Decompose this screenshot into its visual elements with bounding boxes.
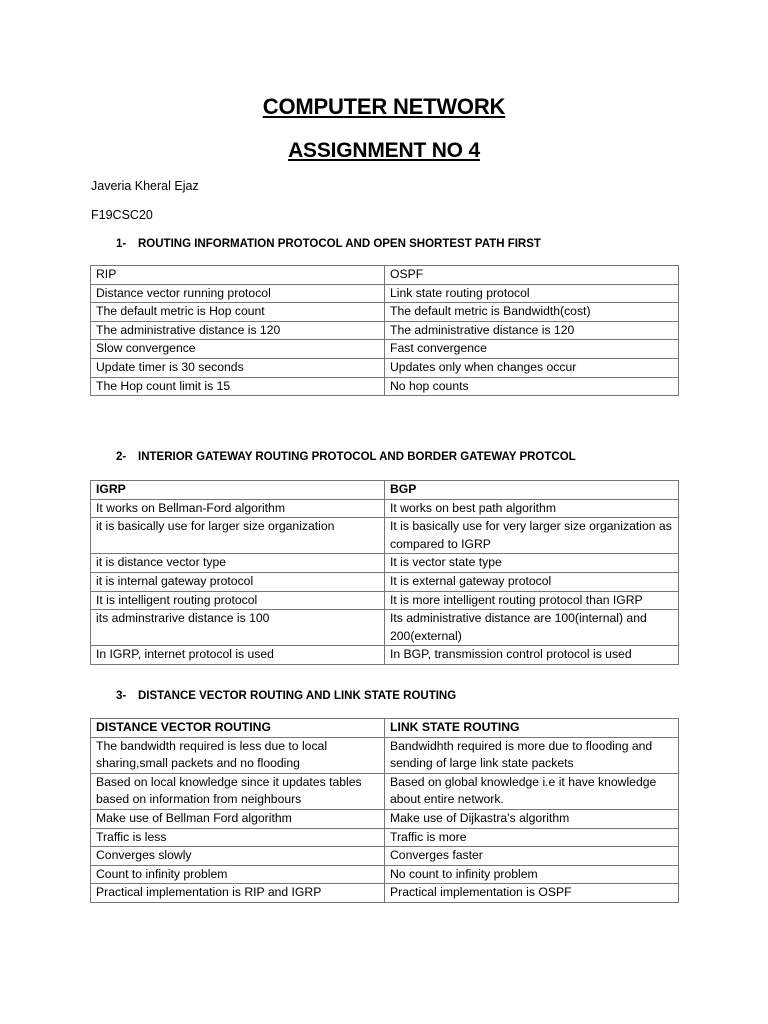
table-cell: Based on local knowledge since it updates tables based on information from neighbours bbox=[91, 773, 385, 809]
table-row bbox=[91, 303, 679, 322]
table-cell: it is internal gateway protocol bbox=[91, 572, 385, 591]
table-row bbox=[91, 554, 679, 573]
section-number: 2- bbox=[116, 451, 127, 463]
table-cell: Converges slowly bbox=[91, 847, 385, 866]
table-cell: It works on best path algorithm bbox=[385, 499, 679, 518]
table-cell: Distance vector running protocol bbox=[91, 284, 385, 303]
table-header-row bbox=[91, 266, 679, 285]
table-row bbox=[91, 321, 679, 340]
table-header-row bbox=[91, 719, 679, 738]
section-number: 3- bbox=[116, 690, 127, 702]
table-cell: Update timer is 30 seconds bbox=[91, 358, 385, 377]
table-cell: it is distance vector type bbox=[91, 554, 385, 573]
table-cell: its adminstrarive distance is 100 bbox=[91, 610, 385, 646]
table-header-cell: OSPF bbox=[385, 266, 679, 285]
table-row bbox=[91, 828, 679, 847]
section-title: DISTANCE VECTOR ROUTING AND LINK STATE ROUTING bbox=[138, 690, 457, 702]
section-heading bbox=[116, 451, 576, 463]
table-cell: The default metric is Bandwidth(cost) bbox=[385, 303, 679, 322]
table-cell: It is vector state type bbox=[385, 554, 679, 573]
table-header-cell: BGP bbox=[385, 481, 679, 500]
table-row bbox=[91, 572, 679, 591]
table-cell: Its administrative distance are 100(internal) and 200(external) bbox=[385, 610, 679, 646]
table-header-cell: IGRP bbox=[91, 481, 385, 500]
table-cell: No hop counts bbox=[385, 377, 679, 396]
section-title: ROUTING INFORMATION PROTOCOL AND OPEN SHORTEST PATH FIRST bbox=[138, 238, 541, 250]
table-cell: No count to infinity problem bbox=[385, 865, 679, 884]
table-cell: Make use of Dijkastra’s algorithm bbox=[385, 809, 679, 828]
table-row bbox=[91, 737, 679, 773]
table-header-row bbox=[91, 481, 679, 500]
table-cell: Fast convergence bbox=[385, 340, 679, 359]
table-cell: Converges faster bbox=[385, 847, 679, 866]
table-cell: Traffic is less bbox=[91, 828, 385, 847]
table-row bbox=[91, 646, 679, 665]
table-cell: it is basically use for larger size organization bbox=[91, 518, 385, 554]
table-cell: Based on global knowledge i.e it have knowledge about entire network. bbox=[385, 773, 679, 809]
table-row bbox=[91, 773, 679, 809]
registration-number: F19CSC20 bbox=[91, 208, 153, 222]
table-cell: Slow convergence bbox=[91, 340, 385, 359]
table-row bbox=[91, 377, 679, 396]
table-cell: Make use of Bellman Ford algorithm bbox=[91, 809, 385, 828]
table-row bbox=[91, 518, 679, 554]
table-cell: Updates only when changes occur bbox=[385, 358, 679, 377]
table-cell: Link state routing protocol bbox=[385, 284, 679, 303]
table-cell: Practical implementation is OSPF bbox=[385, 884, 679, 903]
table-header-cell: RIP bbox=[91, 266, 385, 285]
table-row bbox=[91, 591, 679, 610]
table-cell: It is basically use for very larger size organization as compared to IGRP bbox=[385, 518, 679, 554]
section-heading bbox=[116, 690, 456, 702]
table-cell: The Hop count limit is 15 bbox=[91, 377, 385, 396]
table-cell: Practical implementation is RIP and IGRP bbox=[91, 884, 385, 903]
table-row bbox=[91, 340, 679, 359]
table-cell: The default metric is Hop count bbox=[91, 303, 385, 322]
table-cell: Count to infinity problem bbox=[91, 865, 385, 884]
table-row bbox=[91, 610, 679, 646]
section-title: INTERIOR GATEWAY ROUTING PROTOCOL AND BORDER GATEWAY PROTCOL bbox=[138, 451, 576, 463]
table-cell: In IGRP, internet protocol is used bbox=[91, 646, 385, 665]
section-heading bbox=[116, 238, 541, 250]
comparison-table-igrp-bgp bbox=[90, 480, 679, 665]
comparison-table-rip-ospf bbox=[90, 265, 679, 396]
document-title: COMPUTER NETWORK bbox=[262, 94, 506, 119]
table-row bbox=[91, 809, 679, 828]
table-cell: Traffic is more bbox=[385, 828, 679, 847]
table-cell: It is more intelligent routing protocol than IGRP bbox=[385, 591, 679, 610]
table-row bbox=[91, 884, 679, 903]
table-cell: In BGP, transmission control protocol is used bbox=[385, 646, 679, 665]
table-cell: It is intelligent routing protocol bbox=[91, 591, 385, 610]
table-cell: It is external gateway protocol bbox=[385, 572, 679, 591]
table-row bbox=[91, 284, 679, 303]
table-row bbox=[91, 499, 679, 518]
table-cell: It works on Bellman-Ford algorithm bbox=[91, 499, 385, 518]
table-cell: The bandwidth required is less due to local sharing,small packets and no flooding bbox=[91, 737, 385, 773]
table-header-cell: DISTANCE VECTOR ROUTING bbox=[91, 719, 385, 738]
table-cell: The administrative distance is 120 bbox=[385, 321, 679, 340]
document-subtitle: ASSIGNMENT NO 4 bbox=[288, 139, 480, 162]
table-cell: Bandwidhth required is more due to flooding and sending of large link state packets bbox=[385, 737, 679, 773]
comparison-table-dv-ls bbox=[90, 718, 679, 903]
table-header-cell: LINK STATE ROUTING bbox=[385, 719, 679, 738]
section-number: 1- bbox=[116, 238, 127, 250]
table-row bbox=[91, 865, 679, 884]
table-cell: The administrative distance is 120 bbox=[91, 321, 385, 340]
author-name: Javeria Kheral Ejaz bbox=[91, 179, 199, 193]
table-row bbox=[91, 358, 679, 377]
table-row bbox=[91, 847, 679, 866]
